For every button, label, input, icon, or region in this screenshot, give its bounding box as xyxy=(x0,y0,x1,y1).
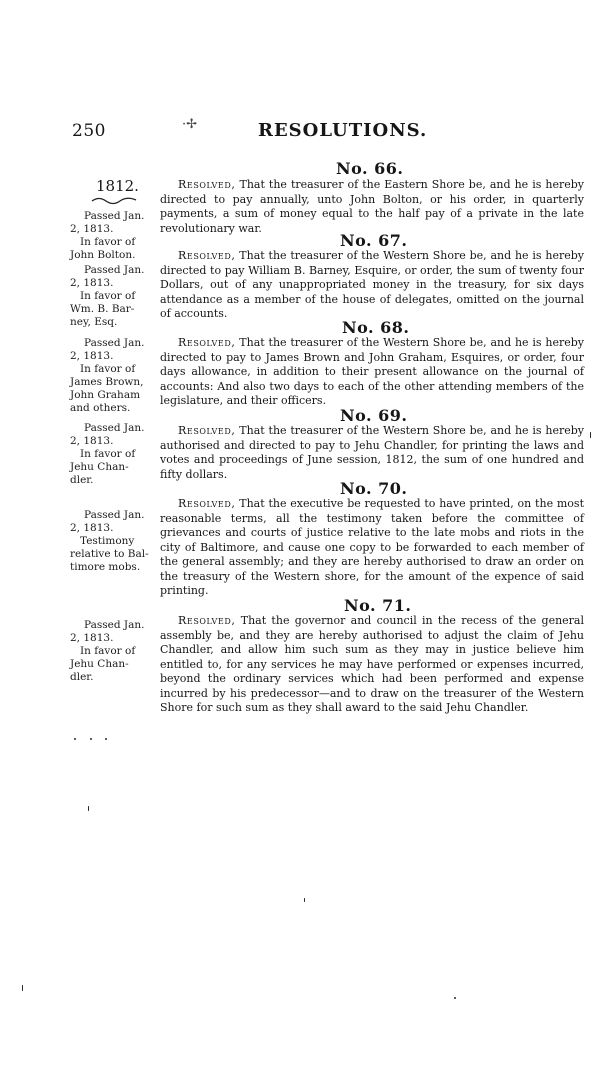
resolved-lead: Resolved, xyxy=(178,249,236,262)
scan-speck xyxy=(74,738,76,740)
passed-date-year: 2, 1813. xyxy=(70,350,114,362)
in-favor-label: In favor of xyxy=(80,448,136,460)
in-favor-label: In favor of xyxy=(80,363,136,375)
passed-date-year: 2, 1813. xyxy=(70,632,114,644)
resolution-68-text xyxy=(160,336,584,409)
resolution-body: That the treasurer of the Western Shore be, and he is hereby directed to pay William B. Barney, Esquire, or order, the sum of twenty four Dollars, out of any unappropriated money in the treasury, for six days attendance as a member of the house of delegates, omitted on the journal of accounts. xyxy=(160,249,585,320)
scan-speck xyxy=(105,738,107,740)
passed-date: Passed Jan. xyxy=(84,264,145,276)
scan-speck xyxy=(304,898,305,902)
beneficiary: and others. xyxy=(70,402,131,414)
resolution-70-text xyxy=(160,497,584,599)
passed-date-year: 2, 1813. xyxy=(70,435,114,447)
year-heading: 1812. xyxy=(96,177,139,195)
resolved-lead: Resolved, xyxy=(178,424,236,437)
in-favor-label: In favor of xyxy=(80,290,136,302)
subject: relative to Bal- xyxy=(70,548,149,560)
resolution-body: That the executive be requested to have printed, on the most reasonable terms, all the testimony taken before the committee of grievances and courts of justice relative to the late mobs and riots in the city of Baltimore, and cause one copy to be forwarded to each member of the general assembly; and they are hereby authorised to draw an order on the treasury of the Western shore, for the amount of the expence of said printing. xyxy=(160,497,584,597)
beneficiary: dler. xyxy=(70,474,94,486)
margin-note-67 xyxy=(70,264,158,329)
resolution-69-text xyxy=(160,424,584,482)
resolution-68-number: No. 68. xyxy=(342,318,410,337)
scan-speck xyxy=(590,432,591,438)
resolved-lead: Resolved, xyxy=(178,178,236,191)
passed-date: Passed Jan. xyxy=(84,422,145,434)
flourish-ornament-icon xyxy=(90,195,140,205)
beneficiary: John Graham xyxy=(70,389,141,401)
margin-note-69 xyxy=(70,422,158,487)
scan-speck xyxy=(90,738,92,740)
passed-date-year: 2, 1813. xyxy=(70,223,114,235)
in-favor-label: In favor of xyxy=(80,645,136,657)
resolution-71-text xyxy=(160,614,584,716)
beneficiary: Jehu Chan- xyxy=(70,461,129,473)
beneficiary: John Bolton. xyxy=(70,249,136,261)
running-head: RESOLUTIONS. xyxy=(258,120,428,141)
passed-date-year: 2, 1813. xyxy=(70,522,114,534)
resolution-71-number: No. 71. xyxy=(344,596,412,615)
margin-note-70 xyxy=(70,509,158,574)
subject: timore mobs. xyxy=(70,561,141,573)
margin-note-66 xyxy=(70,210,158,262)
beneficiary: Wm. B. Bar- xyxy=(70,303,135,315)
margin-note-68 xyxy=(70,337,158,415)
beneficiary: James Brown, xyxy=(70,376,144,388)
scan-speck xyxy=(454,997,456,999)
resolution-67-text xyxy=(160,249,584,322)
printer-ornament-icon: ·✢ xyxy=(182,117,198,132)
beneficiary: ney, Esq. xyxy=(70,316,118,328)
page-number: 250 xyxy=(72,121,106,141)
resolution-69-number: No. 69. xyxy=(340,406,408,425)
subject-label: Testimony xyxy=(80,535,135,547)
resolution-body: That the governor and council in the recess of the general assembly be, and they are hereby authorised to adjust the claim of Jehu Chandler, and allow him such sum as they may in justice believe him entitled to, for any services he may have performed or expenses incurred, beyond the ordinary services which had been performed and expense incurred by his predecessor—and to draw on the treasurer of the Western Shore for such sum as they shall award to the said Jehu Chandler. xyxy=(160,614,585,714)
resolution-body: That the treasurer of the Eastern Shore be, and he is hereby directed to pay annually, unto John Bolton, or his order, in quarterly payments, a sum of money equal to the half pay of a private in the late revolutionary war. xyxy=(160,178,584,235)
passed-date: Passed Jan. xyxy=(84,210,145,222)
resolved-lead: Resolved, xyxy=(178,497,236,510)
margin-note-71 xyxy=(70,619,158,684)
passed-date-year: 2, 1813. xyxy=(70,277,114,289)
passed-date: Passed Jan. xyxy=(84,337,145,349)
beneficiary: dler. xyxy=(70,671,94,683)
resolution-body: That the treasurer of the Western Shore be, and he is hereby authorised and directed to pay to Jehu Chandler, for printing the laws and votes and proceedings of June session, 1812, the sum of one hundred and fifty dollars. xyxy=(160,424,585,481)
scan-speck xyxy=(22,985,23,991)
resolution-66-text xyxy=(160,178,584,236)
resolution-67-number: No. 67. xyxy=(340,231,408,250)
resolution-66-number: No. 66. xyxy=(336,159,404,178)
resolved-lead: Resolved, xyxy=(178,614,236,627)
scan-speck xyxy=(88,806,89,811)
resolved-lead: Resolved, xyxy=(178,336,236,349)
beneficiary: Jehu Chan- xyxy=(70,658,129,670)
passed-date: Passed Jan. xyxy=(84,619,145,631)
passed-date: Passed Jan. xyxy=(84,509,145,521)
resolution-70-number: No. 70. xyxy=(340,479,408,498)
in-favor-label: In favor of xyxy=(80,236,136,248)
resolution-body: That the treasurer of the Western Shore be, and he is hereby directed to pay to James Brown and John Graham, Esquires, or order, four days allowance, in addition to their present allowance on the journal of accounts: And also two days to each of the other attending members of the legislature, and their officers. xyxy=(160,336,585,407)
